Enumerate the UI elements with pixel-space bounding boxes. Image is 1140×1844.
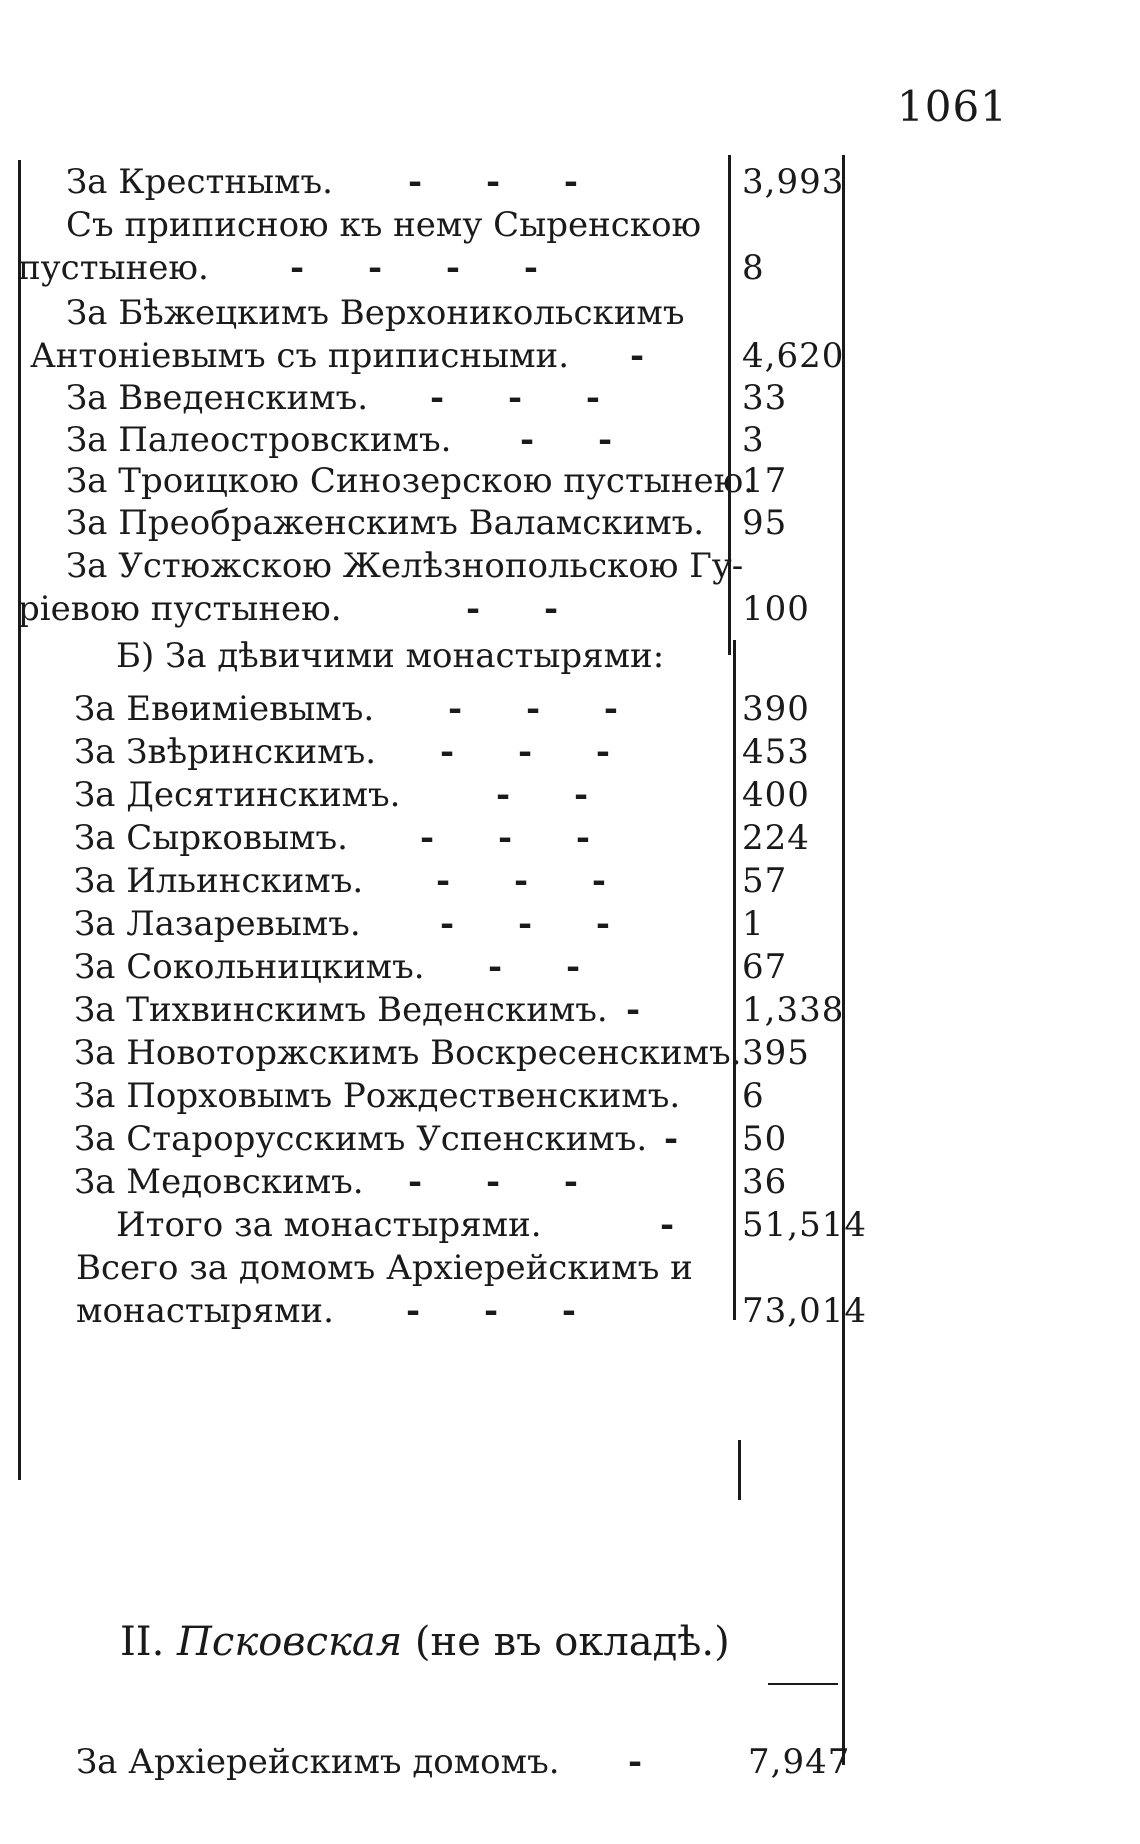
entry-text: За Бѣжецкимъ Верхоникольскимъ [66, 293, 685, 333]
entry-value: 7,947 [748, 1742, 851, 1782]
entry-value: 36 [742, 1162, 788, 1202]
entry-text: За Медовскимъ. [74, 1162, 364, 1202]
ledger-row [0, 583, 860, 635]
entry-value: 95 [742, 503, 788, 543]
entry-text: За Крестнымъ. [66, 162, 333, 202]
entry-text: За Устюжскою Желѣзнопольскою Гу- [66, 546, 744, 586]
entry-value: 390 [742, 689, 810, 729]
entry-text: За Сырковымъ. [74, 818, 348, 858]
entry-dashes: - [626, 990, 667, 1030]
entry-dashes: - - [496, 775, 615, 815]
entry-dashes: - [660, 1205, 701, 1245]
entry-text: За Палеостровскимъ. [66, 420, 452, 460]
entry-value: 395 [742, 1033, 810, 1073]
entry-text: За Старорусскимъ Успенскимъ. [74, 1119, 648, 1159]
entry-dashes: - - [488, 947, 607, 987]
entry-text: Б) За дѣвичими монастырями: [116, 636, 665, 676]
entry-text: За Ильинскимъ. [74, 861, 364, 901]
entry-value: 8 [742, 248, 765, 288]
entry-dashes: - - [466, 589, 585, 629]
section-note: (не въ окладѣ.) [414, 1619, 730, 1665]
entry-text: монастырями. [76, 1291, 334, 1331]
entry-text: Итого за монастырями. [116, 1205, 542, 1245]
entry-dashes: - - - [448, 689, 645, 729]
entry-value: 33 [742, 378, 788, 418]
entry-dashes: - - - [430, 378, 627, 418]
entry-dashes: - - - [420, 818, 617, 858]
entry-dashes: - - [520, 420, 639, 460]
entry-value: 400 [742, 775, 810, 815]
entry-value: 50 [742, 1119, 788, 1159]
final-value-left-rule [738, 1440, 741, 1500]
entry-text: За Введенскимъ. [66, 378, 369, 418]
entry-dashes: - [664, 1119, 705, 1159]
entry-text: Съ приписною къ нему Сыренскою [66, 205, 702, 245]
entry-value: 67 [742, 947, 788, 987]
section-heading [120, 1610, 820, 1674]
entry-dashes: - - - [408, 1162, 605, 1202]
entry-text: За Евѳиміевымъ. [74, 689, 375, 729]
ledger-row [0, 1285, 867, 1337]
entry-text: За Новоторжскимъ Воскресенскимъ. [74, 1033, 742, 1073]
final-entry [0, 1736, 860, 1788]
entry-value: 73,014 [742, 1291, 867, 1331]
entry-text: Всего за домомъ Архіерейскимъ и [76, 1248, 693, 1288]
entry-text: пустынею. [18, 248, 209, 288]
entry-value: 1 [742, 904, 765, 944]
entry-dashes: - - - [406, 1291, 603, 1331]
entry-text: Антоніевымъ съ приписными. [30, 336, 570, 376]
entry-value: 17 [742, 461, 788, 501]
entry-value: 3,993 [742, 162, 845, 202]
entry-value: 51,514 [742, 1205, 867, 1245]
entry-dashes: - [630, 336, 671, 376]
entry-text: За Десятинскимъ. [74, 775, 401, 815]
entry-value: 100 [742, 589, 810, 629]
page-number: 1061 [897, 82, 1008, 131]
section-title: Псковская [177, 1619, 403, 1665]
entry-value: 57 [742, 861, 788, 901]
entry-dashes: - [628, 1742, 669, 1782]
entry-text: За Сокольницкимъ. [74, 947, 425, 987]
entry-dashes: - - - - [290, 248, 564, 288]
section-number: II. [120, 1619, 165, 1665]
entry-value: 3 [742, 420, 765, 460]
entry-text: За Троицкою Синозерскою пустынею. [66, 461, 755, 501]
entry-dashes: - - - [408, 162, 605, 202]
entry-value: 4,620 [742, 336, 845, 376]
entry-dashes: - - - [436, 861, 633, 901]
entry-value: 1,338 [742, 990, 845, 1030]
entry-value: 453 [742, 732, 810, 772]
entry-text: За Тихвинскимъ Веденскимъ. [74, 990, 608, 1030]
entry-text: За Преображенскимъ Валамскимъ. [66, 503, 705, 543]
entry-value: 224 [742, 818, 810, 858]
entry-text: ріевою пустынею. [18, 589, 342, 629]
section-rule [768, 1683, 838, 1685]
entry-dashes: - - - [440, 732, 637, 772]
ledger-row [0, 630, 860, 682]
entry-value: 6 [742, 1076, 765, 1116]
entry-text: За Лазаревымъ. [74, 904, 361, 944]
entry-dashes: - - - [440, 904, 637, 944]
entry-text: За Порховымъ Рождественскимъ. [74, 1076, 681, 1116]
entry-text: За Звѣринскимъ. [74, 732, 377, 772]
entry-text: За Архіерейскимъ домомъ. [76, 1742, 560, 1782]
